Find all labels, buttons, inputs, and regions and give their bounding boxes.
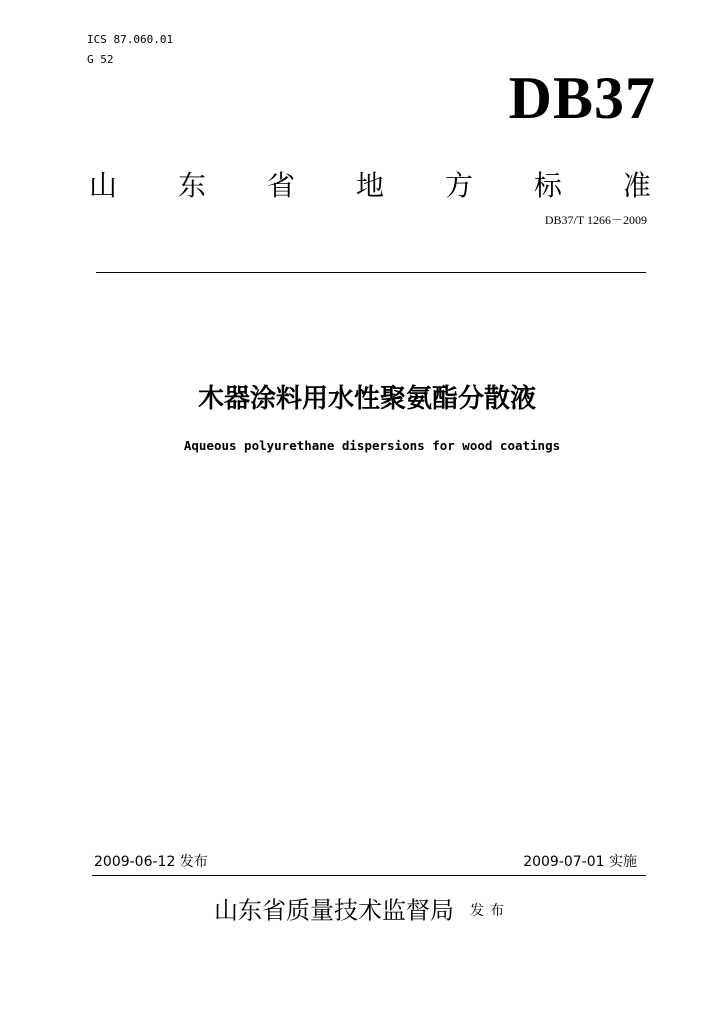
standard-type-char: 地 [355,169,384,202]
standard-type-char: 方 [444,169,473,202]
title-english: Aqueous polyurethane dispersions for wood coatings [183,438,561,453]
footer-divider [92,875,646,876]
standard-number: DB37/T 1266－2009 [544,213,647,227]
ics-code: ICS 87.060.01 [87,33,174,46]
effective-date: 2009-07-01 实施 [523,854,637,870]
issuer-action: 发布 [470,902,510,919]
standard-type-char: 准 [622,169,651,202]
standard-type-heading [89,166,651,206]
publish-date: 2009-06-12 发布 [94,854,208,870]
issuer-line [0,894,724,927]
issuer-name: 山东省质量技术监督局 [214,896,454,925]
classification-code: G 52 [87,53,114,66]
standard-type-char: 东 [177,169,206,202]
header-divider [96,272,646,273]
standard-code-logo: DB37 [508,65,656,131]
standard-type-char: 省 [266,169,295,202]
standard-type-char: 标 [533,169,562,202]
standard-type-char: 山 [89,169,118,202]
title-chinese: 木器涂料用水性聚氨酯分散液 [197,384,536,414]
